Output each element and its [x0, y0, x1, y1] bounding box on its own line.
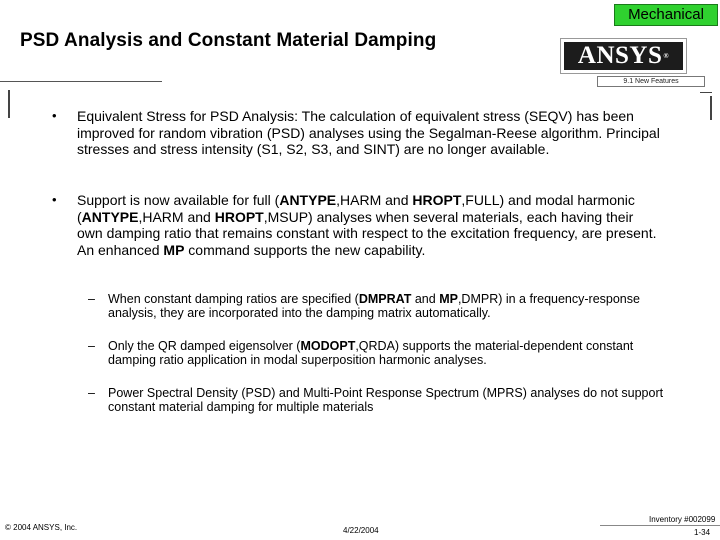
keyword: MODOPT [300, 339, 356, 353]
bullet-marker: • [52, 108, 57, 123]
text-run: When constant damping ratios are specified ( [108, 292, 359, 306]
bullet-marker: • [52, 192, 57, 207]
text-run: ,DMPR) in a frequency-response analysis, they are incorporated into the damping matrix automatically. [108, 292, 640, 320]
ansys-logo [560, 38, 687, 74]
text-run: ,MSUP) analyses when several materials, each having their own damping ratio that remains constant with respect to the excitation frequency, are present. An enhanced [77, 208, 657, 258]
footer-date: 4/22/2004 [343, 526, 379, 535]
keyword: HROPT [214, 208, 264, 225]
sub-item-3: Power Spectral Density (PSD) and Multi-Point Response Spectrum (MPRS) analyses do not support constant material damping for multiple materials [108, 386, 664, 414]
text-run: ,QRDA) supports the material-dependent constant damping ratio application in modal superposition harmonic analyses. [108, 339, 634, 367]
text-run: Only the QR damped eigensolver ( [108, 339, 301, 353]
registered-mark: ® [663, 52, 670, 60]
bullet-paragraph-2 [77, 192, 662, 258]
logo-text: ANSYS [577, 42, 663, 69]
bullet-lead: Equivalent Stress for PSD Analysis: [77, 108, 298, 124]
text-run: ,HARM and [138, 208, 215, 225]
bullet-paragraph-1 [77, 108, 662, 158]
text-run: Support is now available for full ( [77, 192, 280, 208]
page-title: PSD Analysis and Constant Material Damping [20, 30, 437, 51]
title-divider [0, 81, 162, 82]
keyword: HROPT [412, 192, 462, 208]
bullet-text: The calculation of equivalent stress (SEQV) has been improved for random vibration (PSD) analyses using the Segalman-Reese algorithm. Principal stresses and stress intensity (S1, S2, S3, and SINT) are no longer available. [77, 108, 660, 158]
version-label: 9.1 New Features [597, 76, 705, 87]
keyword: MP [439, 292, 458, 306]
page-number: 1-34 [694, 528, 711, 537]
sub-item-1 [108, 292, 668, 320]
right-frame-bar [710, 96, 712, 120]
sub-marker: – [88, 292, 95, 306]
sub-item-2 [108, 339, 668, 367]
text-run: and [411, 292, 440, 306]
keyword: ANTYPE [81, 208, 139, 225]
keyword: MP [163, 241, 185, 258]
inventory-number: Inventory #002099 [649, 515, 716, 524]
copyright: © 2004 ANSYS, Inc. [5, 523, 78, 532]
right-frame-cap [700, 92, 712, 93]
keyword: ANTYPE [279, 192, 337, 208]
left-frame-bar [8, 90, 10, 118]
sub-marker: – [88, 386, 95, 400]
keyword: DMPRAT [358, 292, 412, 306]
sub-marker: – [88, 339, 95, 353]
product-tag: Mechanical [614, 4, 718, 26]
text-run: command supports the new capability. [184, 241, 426, 258]
text-run: ,HARM and [336, 192, 413, 208]
text-run: ,FULL) and modal harmonic ( [77, 192, 635, 225]
footer-divider [600, 525, 720, 526]
logo-box [564, 42, 683, 70]
